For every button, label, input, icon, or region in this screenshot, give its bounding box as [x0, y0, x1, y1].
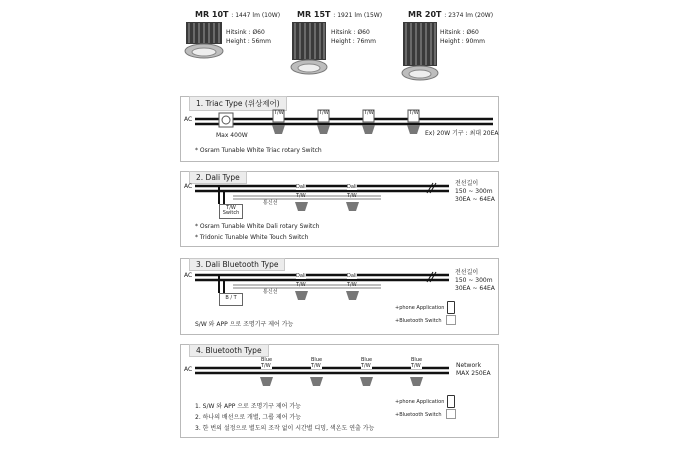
panel-title: 2. Dali Type: [189, 171, 247, 184]
fixture-top-label: Blue: [311, 357, 323, 363]
fixture-label: T/W: [409, 110, 419, 116]
panel-dali: [180, 171, 499, 247]
fixture-label: T/W: [261, 363, 271, 369]
fixture-top-label: Dali: [347, 273, 357, 279]
fixture-label: T/W: [296, 193, 306, 199]
fixture-label-group: [311, 357, 322, 369]
note-text: * Tridonic Tunable White Touch Switch: [195, 234, 309, 241]
wire-length-title: 전선길이: [455, 269, 479, 276]
network-max: MAX 250EA: [456, 370, 491, 377]
phone-app-label: +phone Application: [395, 305, 445, 311]
phone-icon: [447, 395, 455, 408]
fixture-top-label: Dali: [296, 273, 306, 279]
fixture-label: T/W: [311, 363, 321, 369]
product-title: MR 20T : 2374 lm (20W): [408, 10, 494, 19]
dimmer-label: Max 400W: [216, 132, 248, 139]
fixture-count-range: 30EA ~ 64EA: [455, 196, 495, 203]
fixture-count-range: 30EA ~ 64EA: [455, 285, 495, 292]
hitsink-spec: Hitsink : Ø60: [331, 29, 370, 36]
note-text: * Osram Tunable White Triac rotary Switch: [195, 147, 322, 154]
fixture-top-label: Blue: [361, 357, 373, 363]
switch-label: T/W: [226, 205, 236, 211]
fixture-label: T/W: [411, 363, 421, 369]
bt-switch-label: +Bluetooth Switch: [395, 412, 442, 418]
comm-line-label: 통신선: [263, 289, 278, 295]
fixture-label: T/W: [274, 110, 284, 116]
fixture-label: T/W: [361, 363, 371, 369]
panel-bluetooth: [180, 344, 499, 438]
wire-length-note: [455, 269, 495, 293]
phone-icon: [447, 301, 455, 314]
note-text: 2. 하나의 배선으로 개별, 그룹 제어 가능: [195, 414, 302, 421]
fixture-top-label: Blue: [261, 357, 273, 363]
wire-length-title: 전선길이: [455, 180, 479, 187]
wire-length-range: 150 ~ 300m: [455, 188, 493, 195]
bt-switch-icon: [446, 409, 456, 419]
fixture-label: T/W: [296, 282, 306, 288]
product-title: MR 10T : 1447 lm (10W): [195, 10, 281, 19]
fixture-label-group: [261, 357, 272, 369]
fixture-label: T/W: [319, 110, 329, 116]
wire-length-range: 150 ~ 300m: [455, 277, 493, 284]
ac-label: AC: [184, 116, 193, 123]
height-spec: Height : 90mm: [440, 38, 485, 45]
height-spec: Height : 76mm: [331, 38, 376, 45]
capacity-note: Ex) 20W 기구 : 최대 20EA: [425, 130, 499, 137]
hitsink-spec: Hitsink : Ø60: [226, 29, 265, 36]
module-label: B / T: [225, 295, 237, 301]
note-text: 1. S/W 와 APP 으로 조명기구 제어 가능: [195, 403, 301, 410]
panel-title: 3. Dali Bluetooth Type: [189, 258, 285, 271]
ac-label: AC: [184, 366, 193, 373]
network-note: [456, 362, 491, 378]
note-text: * Osram Tunable White Dali rotary Switch: [195, 223, 320, 230]
fixture-label: T/W: [364, 110, 374, 116]
fixture-label: T/W: [347, 193, 357, 199]
height-spec: Height : 56mm: [226, 38, 271, 45]
fixture-label-group: [411, 357, 422, 369]
phone-app-label: +phone Application: [395, 399, 445, 405]
comm-line-label: 통신선: [263, 200, 278, 206]
fixture-label-group: [361, 357, 372, 369]
wire-length-note: [455, 180, 495, 204]
ac-label: AC: [184, 272, 193, 279]
product-title: MR 15T : 1921 lm (15W): [297, 10, 383, 19]
panel-triac: [180, 96, 499, 162]
bt-module: [219, 293, 243, 306]
panel-title: 4. Bluetooth Type: [189, 344, 269, 357]
network-title: Network: [456, 362, 482, 369]
bt-switch-label: +Bluetooth Switch: [395, 318, 442, 324]
fixture-top-label: Dali: [296, 184, 306, 190]
ac-label: AC: [184, 183, 193, 190]
fixture-top-label: Dali: [347, 184, 357, 190]
note-text: S/W 와 APP 으로 조명기구 제어 가능: [195, 321, 294, 328]
hitsink-spec: Hitsink : Ø60: [440, 29, 479, 36]
note-text: 3. 한 번의 설정으로 별도의 조작 없이 시간별 디밍, 색온도 연출 가능: [195, 425, 375, 432]
panel-dali-bluetooth: [180, 258, 499, 335]
dali-switch: [219, 204, 243, 219]
switch-sub-label: Switch: [222, 210, 240, 216]
fixture-top-label: Blue: [411, 357, 423, 363]
panel-title: 1. Triac Type (위상제어): [189, 96, 287, 111]
bt-switch-icon: [446, 315, 456, 325]
fixture-label: T/W: [347, 282, 357, 288]
